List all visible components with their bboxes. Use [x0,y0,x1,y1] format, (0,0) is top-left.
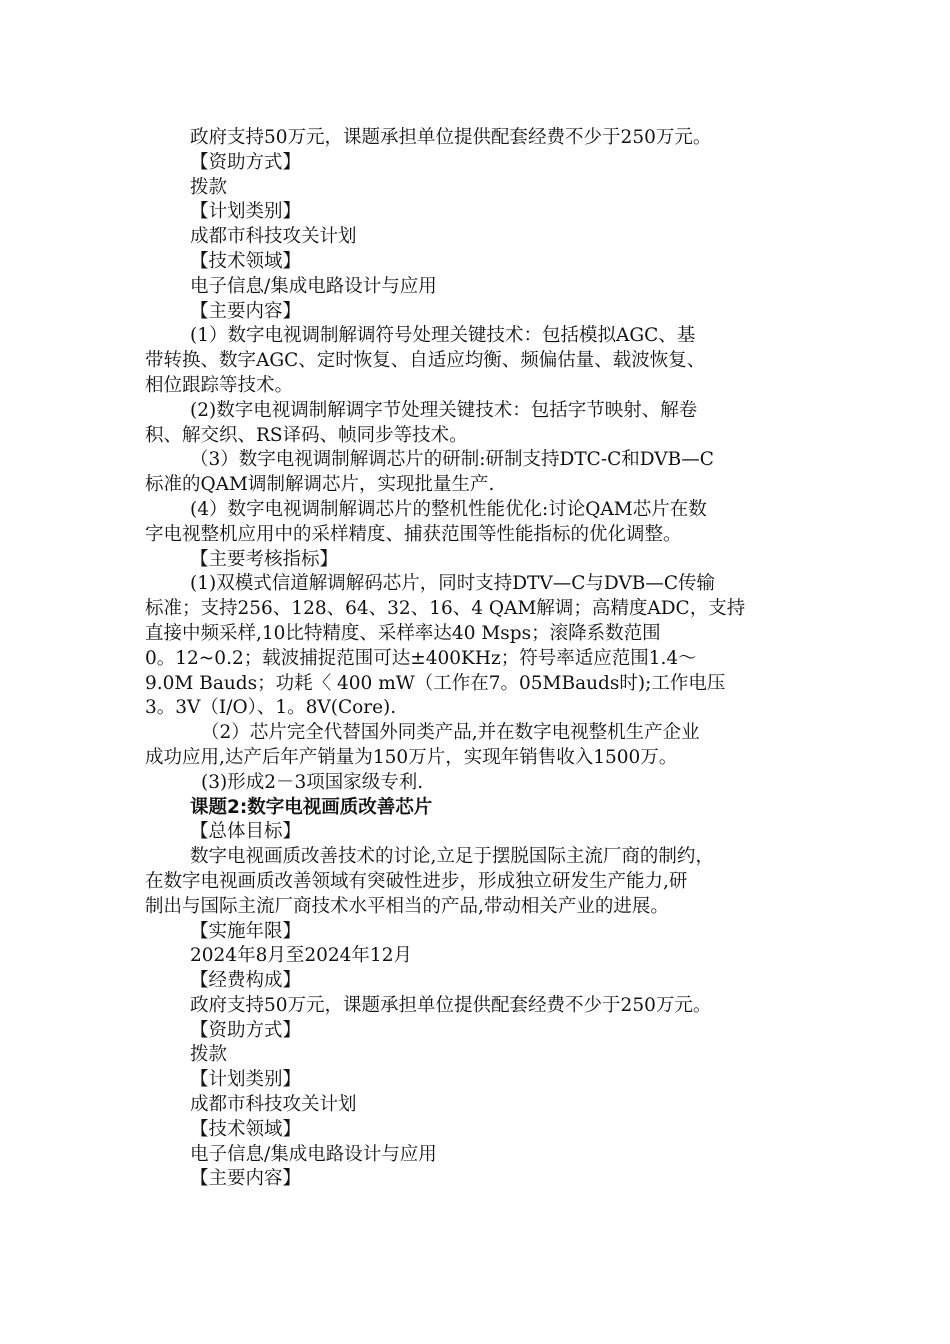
text-line: 拨款 [190,1044,228,1066]
text-line: 【技术领域】 [190,1118,302,1140]
text-line: 拨款 [190,176,228,198]
text-line: 标准；支持256、128、64、32、16、4 QAM解调；高精度ADC，支持 [145,598,746,620]
text-line: 电子信息/集成电路设计与应用 [190,1143,437,1165]
text-line: 【计划类别】 [190,1069,302,1091]
text-line: (2)数字电视调制解调字节处理关键技术：包括字节映射、解卷 [190,399,698,421]
text-line: 3。3V（I/O）、1。8V(Core). [145,697,397,719]
text-line: （2）芯片完全代替国外同类产品,并在数字电视整机生产企业 [201,722,700,744]
text-line: 【技术领域】 [190,250,302,272]
text-line: 直接中频采样,10比特精度、采样率达40 Msps；滚降系数范围 [145,622,661,644]
text-line: 政府支持50万元，课题承担单位提供配套经费不少于250万元。 [190,994,712,1016]
section-heading: 课题2:数字电视画质改善芯片 [190,796,433,818]
text-line: 【主要考核指标】 [190,548,339,570]
text-line: 在数字电视画质改善领域有突破性进步，形成独立研发生产能力,研 [145,870,688,892]
text-line: 相位跟踪等技术。 [145,374,294,396]
text-line: 成功应用,达产后年产销量为150万片，实现年销售收入1500万。 [145,746,678,768]
text-line: (1）数字电视调制解调符号处理关键技术：包括模拟AGC、基 [190,325,696,347]
text-line: 【资助方式】 [190,151,302,173]
text-line: 带转换、数字AGC、定时恢复、自适应均衡、频偏估量、载波恢复、 [145,350,706,372]
text-line: 数字电视画质改善技术的讨论,立足于摆脱国际主流厂商的制约， [190,846,714,868]
text-line: 积、解交织、RS译码、帧同步等技术。 [145,424,468,446]
document-body [145,126,805,1192]
text-line: 【主要内容】 [190,300,302,322]
text-line: (4）数字电视调制解调芯片的整机性能优化:讨论QAM芯片在数 [190,498,707,520]
text-line: 电子信息/集成电路设计与应用 [190,275,437,297]
text-line: 【资助方式】 [190,1019,302,1041]
text-line: 成都市科技攻关计划 [190,226,357,248]
text-line: 成都市科技攻关计划 [190,1094,357,1116]
text-line: 制出与国际主流厂商技术水平相当的产品,带动相关产业的进展。 [145,895,669,917]
text-line: 9.0M Bauds；功耗〈 400 mW（工作在7。05MBauds时);工作电压 [145,672,726,694]
text-line: 【经费构成】 [190,970,302,992]
text-line: 字电视整机应用中的采样精度、捕获范围等性能指标的优化调整。 [145,523,682,545]
text-line: （3）数字电视调制解调芯片的研制:研制支持DTC-C和DVB—C [190,449,714,471]
text-line: 政府支持50万元，课题承担单位提供配套经费不少于250万元。 [190,127,712,148]
text-line: 【主要内容】 [190,1168,302,1190]
text-line: 0。12~0.2；载波捕捉范围可达±400KHz；符号率适应范围1.4～ [145,647,697,669]
text-line: (1)双模式信道解调解码芯片，同时支持DTV—C与DVB—C传输 [190,573,716,595]
text-line: 【总体目标】 [190,821,302,843]
text-line: (3)形成2－3项国家级专利. [201,771,424,793]
text-line: 【实施年限】 [190,920,302,942]
text-line: 【计划类别】 [190,201,302,223]
text-line: 2024年8月至2024年12月 [190,945,412,967]
text-line: 标准的QAM调制解调芯片，实现批量生产. [145,474,495,496]
